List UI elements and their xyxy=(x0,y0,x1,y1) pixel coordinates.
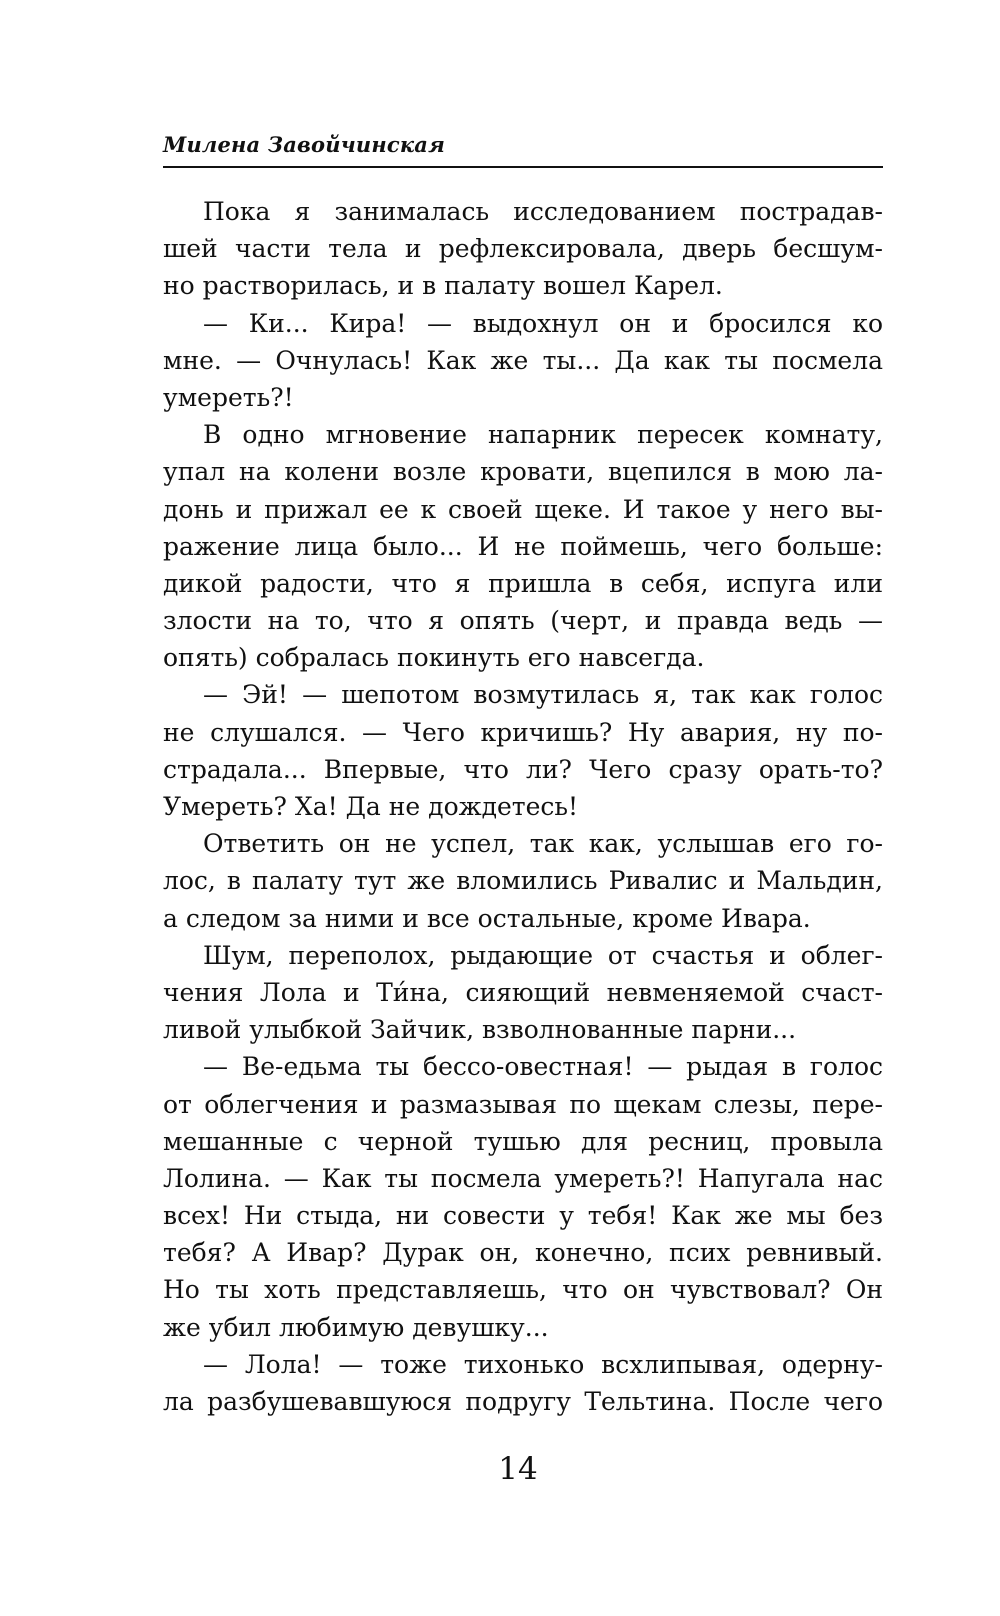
text-line: опять) собралась покинуть его навсегда. xyxy=(163,643,705,673)
text-line: шей части тела и рефлексировала, дверь бесшум- xyxy=(163,234,883,264)
text-line: ражение лица было... И не поймешь, чего больше: xyxy=(163,531,883,561)
text-line: ла разбушевавшуюся подругу Тельтина. После чего xyxy=(163,1387,883,1416)
header-rule xyxy=(163,166,883,168)
body-text xyxy=(163,193,883,1420)
text-line: Но ты хоть представляешь, что он чувствовал? Он xyxy=(163,1275,883,1305)
text-line: а следом за ними и все остальные, кроме Ивара. xyxy=(163,903,811,933)
text-line: — Ве-едьма ты бессо-овестная! — рыдая в голос xyxy=(203,1052,883,1082)
text-line: лос, в палату тут же вломились Ривалис и Мальдин, xyxy=(163,866,883,896)
text-line: — Эй! — шепотом возмутилась я, так как голос xyxy=(203,680,883,710)
text-line: от облегчения и размазывая по щекам слезы, пере- xyxy=(163,1089,883,1119)
text-line: же убил любимую девушку... xyxy=(163,1312,549,1342)
running-head xyxy=(163,132,883,168)
text-line: умереть?! xyxy=(163,382,294,412)
text-line: но растворилась, и в палату вошел Карел. xyxy=(163,271,723,301)
text-line: чения Лола и Ти́на, сияющий невменяемой счаст- xyxy=(163,977,883,1007)
text-line: злости на то, что я опять (черт, и правда ведь — xyxy=(163,606,883,636)
text-line: Ответить он не успел, так как, услышав его го- xyxy=(203,829,883,859)
text-line: не слушался. — Чего кричишь? Ну авария, ну по- xyxy=(163,717,883,747)
text-line: страдала... Впервые, что ли? Чего сразу орать-то? xyxy=(163,754,883,784)
text-line: донь и прижал ее к своей щеке. И такое у него вы- xyxy=(163,494,883,524)
text-line: упал на колени возле кровати, вцепился в мою ла- xyxy=(163,457,883,487)
text-line: всех! Ни стыда, ни совести у тебя! Как же мы без xyxy=(163,1201,883,1231)
text-line: В одно мгновение напарник пересек комнату, xyxy=(203,420,883,450)
text-line: Лолина. — Как ты посмела умереть?! Напугала нас xyxy=(163,1163,883,1193)
text-line: Шум, переполох, рыдающие от счастья и облег- xyxy=(203,940,883,970)
text-line: мешанные с черной тушью для ресниц, провыла xyxy=(163,1126,883,1156)
author-name: Милена Завойчинская xyxy=(163,132,445,157)
page-number: 14 xyxy=(498,1451,538,1487)
text-line: Умереть? Ха! Да не дождетесь! xyxy=(163,792,579,821)
text-line: мне. — Очнулась! Как же ты... Да как ты посмела xyxy=(163,345,883,375)
text-line: — Лола! — тоже тихонько всхлипывая, одерну- xyxy=(203,1349,883,1379)
text-line: — Ки... Кира! — выдохнул он и бросился ко xyxy=(203,308,883,338)
text-line: Пока я занималась исследованием пострадав- xyxy=(203,197,883,226)
text-line: дикой радости, что я пришла в себя, испуга или xyxy=(163,568,883,598)
text-line: тебя? А Ивар? Дурак он, конечно, псих ревнивый. xyxy=(163,1238,883,1268)
text-line: ливой улыбкой Зайчик, взволнованные парни... xyxy=(163,1015,797,1045)
